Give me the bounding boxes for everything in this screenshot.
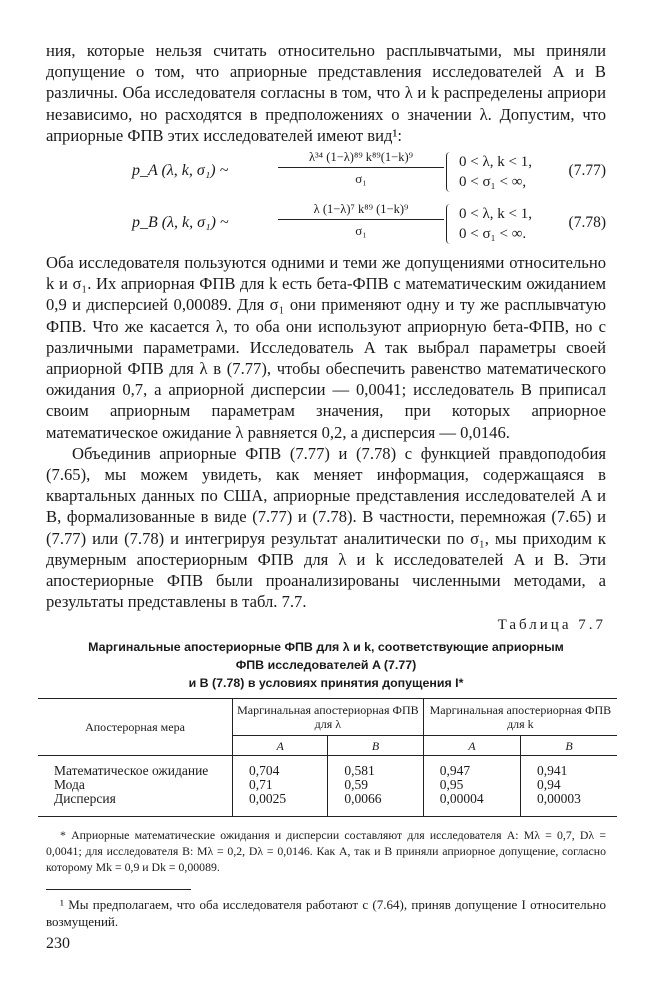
eq2-denominator: σ₁ [355, 223, 367, 239]
table-cell: 0,00003 [521, 792, 618, 806]
header-measure: Апостерорная мера [38, 699, 233, 756]
table-cell: 0,00004 [423, 792, 520, 806]
page-number: 230 [46, 935, 70, 952]
eq1-label: (7.77) [568, 162, 606, 180]
header-lambda-a: A [233, 735, 328, 756]
equation-block [46, 150, 606, 250]
paragraph-intro: ния, которые нельзя считать относительно расплывчатыми, мы приняли допущение о том, что априорные представления исследователей А и В различны. Оба исследователя согласны в том, что λ и k распределены априори независимо, но расходятся в предположениях о значении λ. Допустим, что априорные ФПВ этих исследователей имеют вид¹: [46, 41, 606, 145]
table-cell: 0,704 [233, 764, 328, 778]
equation-7-77 [46, 150, 606, 196]
table-cell: 0,0025 [233, 792, 328, 806]
page-body [46, 40, 612, 930]
eq2-fraction [278, 202, 444, 239]
row-label: Математическое ожидание [54, 763, 209, 779]
table-row [38, 792, 617, 806]
eq1-condition-1: 0 < λ, k < 1, [459, 154, 532, 171]
header-lambda-group: Маргинальная апостериорная ФПВ для λ [233, 699, 424, 735]
eq1-lhs: p_A (λ, k, σ₁) ~ [132, 162, 229, 180]
table-cell: 0,0066 [328, 792, 423, 806]
footnote-star: * Априорные математические ожидания и дисперсии составляют для исследователя A: Mλ = 0,7, Dλ = 0,0041; для исследователя B: Mλ = 0,2, Dλ = 0,0146. Как A, так и B приняли априорное допущение, согласно которому Mk = 0,9 и Dk = 0,00089. [46, 828, 606, 875]
footnote-1: ¹ Мы предполагаем, что оба исследователя работают с (7.64), приняв допущение I относительно возмущений. [46, 897, 606, 930]
caption-line-3: и B (7.78) в условиях принятия допущения I* [188, 676, 464, 691]
table-cell: 0,941 [521, 764, 618, 778]
row-label: Дисперсия [54, 791, 116, 807]
table-row [38, 764, 617, 778]
table-cell: 0,94 [521, 778, 618, 792]
table-cell: 0,71 [233, 778, 328, 792]
row-label: Мода [54, 777, 85, 793]
table-cell: 0,947 [423, 764, 520, 778]
eq1-denominator: σ₁ [355, 171, 367, 187]
table-number: Таблица 7.7 [497, 617, 606, 634]
footnote-separator [46, 889, 191, 890]
header-k-b: B [521, 735, 618, 756]
eq1-conditions [446, 152, 532, 192]
eq1-condition-2: 0 < σ₁ < ∞, [459, 174, 527, 191]
equation-7-78 [46, 202, 606, 248]
eq2-condition-1: 0 < λ, k < 1, [459, 206, 532, 223]
table-cell: 0,59 [328, 778, 423, 792]
paragraph-combination: Объединив априорные ФПВ (7.77) и (7.78) с функцией правдоподобия (7.65), мы можем увидеть, как меняет информация, содержащаяся в квартальных данных по США, априорные представления исследователей A и B, формализованные в виде (7.77) и (7.78). В частности, перемножая (7.65) и (7.77) или (7.78) и интегрируя результат аналитически по σ₁, мы приходим к двумерным апостериорным ФПВ для λ и k исследователей A и B. Эти апостериорные ФПВ были проанализированы численными методами, а результаты представлены в табл. 7.7. [46, 443, 606, 612]
eq2-conditions [446, 204, 532, 244]
caption-line-2: ФПВ исследователей A (7.77) [235, 658, 417, 673]
header-k-a: A [423, 735, 520, 756]
eq2-label: (7.78) [568, 214, 606, 232]
table-caption [46, 638, 606, 692]
caption-line-1: Маргинальные апостериорные ФПВ для λ и k, соответствующие априорным [88, 640, 564, 655]
eq2-condition-2: 0 < σ₁ < ∞. [459, 226, 527, 243]
table-cell: 0,581 [328, 764, 423, 778]
header-lambda-b: B [328, 735, 423, 756]
eq1-fraction [278, 150, 444, 187]
eq2-numerator: λ (1−λ)⁷ k⁸⁹ (1−k)⁹ [278, 202, 444, 220]
eq1-numerator: λ³⁴ (1−λ)⁸⁹ k⁸⁹(1−k)⁹ [278, 150, 444, 168]
results-table [38, 698, 617, 817]
eq2-lhs: p_B (λ, k, σ₁) ~ [132, 214, 229, 232]
paragraph-assumptions: Оба исследователя пользуются одними и теми же допущениями относительно k и σ₁. Их априорная ФПВ для k есть бета-ФПВ с математическим ожиданием 0,9 и дисперсией 0,00089. Для σ₁ они применяют одну и ту же расплывчатую ФПВ. Что же касается λ, то оба они используют априорную бета-ФПВ, но с различными параметрами. Исследователь A так выбрал параметры своей априорной ФПВ для λ в (7.77), чтобы обеспечить равенство математического ожидания 0,7, а априорной дисперсии — 0,0041; исследователь B приписал своим априорным параметрам значения, при которых априорное математическое ожидание λ равняется 0,2, а дисперсия — 0,0146. [46, 253, 606, 442]
table-cell: 0,95 [423, 778, 520, 792]
table-row [38, 778, 617, 792]
header-k-group: Маргинальная апостериорная ФПВ для k [423, 699, 617, 735]
